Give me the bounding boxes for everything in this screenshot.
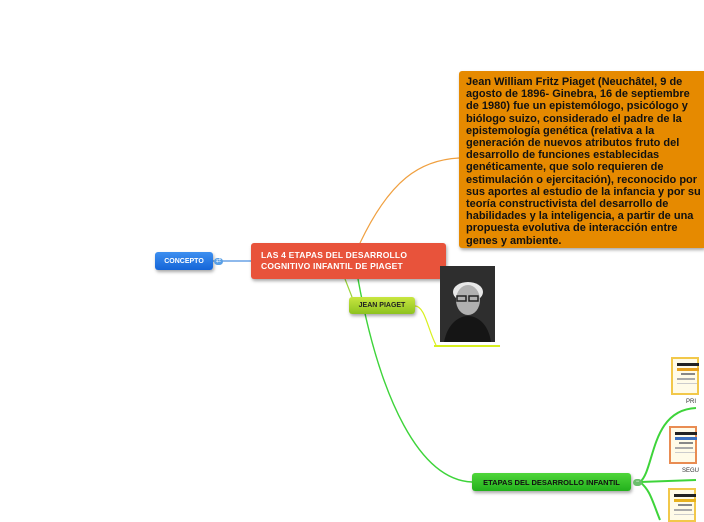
central-topic[interactable] <box>251 243 446 279</box>
collapse-icon[interactable]: − <box>633 479 642 486</box>
bio-line: Jean William Fritz Piaget (Neuchâtel, 9 de <box>466 76 683 88</box>
stage-thumbnail-label: PRI <box>686 399 697 405</box>
photo-jean-piaget[interactable] <box>440 266 495 342</box>
bio-line: epistemología genética (relativa a la <box>466 124 655 137</box>
connector-bio <box>360 158 459 243</box>
link-icon[interactable]: ⇄ <box>215 258 222 264</box>
bio-line: estimulación o ejercitación), reconocido por <box>466 173 698 186</box>
connector-jean <box>345 279 352 297</box>
bio-line: sus aportes al estudio de la infancia y por su <box>466 185 701 198</box>
etapas-label: ETAPAS DEL DESARROLLO INFANTIL <box>483 477 620 487</box>
bio-line: desarrollo de funciones establecidas <box>466 149 660 162</box>
connector-portrait <box>415 306 436 345</box>
bio-line: habilidades y la inteligencia, a partir de una <box>466 210 694 223</box>
bio-line: propuesta evolutiva de interacción entre <box>466 222 678 235</box>
portrait-underline <box>434 345 500 347</box>
jean-piaget-node[interactable] <box>349 297 415 314</box>
biography-node[interactable] <box>459 71 704 248</box>
bio-line: agosto de 1896- Ginebra, 16 de septiembre <box>466 88 690 101</box>
bio-line: generación de nuevos atributos fruto del <box>466 137 680 150</box>
stage-thumbnail-label: SEGU <box>682 468 700 474</box>
bio-line: de 1980) fue un epistemólogo, psicólogo y <box>466 100 688 113</box>
bio-line: genéticamente, que solo requieren de <box>466 161 664 174</box>
stage-thumbnail[interactable] <box>669 426 697 464</box>
bio-line: teoría constructivista del desarrollo de <box>466 198 669 211</box>
connector-stage-3 <box>640 482 660 520</box>
bio-line: biólogo suizo, considerado el padre de la <box>466 112 682 125</box>
central-topic-line-2: COGNITIVO INFANTIL DE PIAGET <box>261 261 403 271</box>
concepto-node[interactable] <box>155 252 213 270</box>
etapas-node[interactable] <box>472 473 631 491</box>
bio-line: genes y ambiente. <box>466 234 562 247</box>
jean-piaget-label: JEAN PIAGET <box>358 302 406 309</box>
concepto-label: CONCEPTO <box>164 257 204 265</box>
central-topic-line-1: LAS 4 ETAPAS DEL DESARROLLO <box>261 250 408 260</box>
connector-stage-2 <box>640 480 696 482</box>
stage-thumbnail[interactable] <box>671 357 699 395</box>
stage-thumbnail[interactable] <box>668 488 696 522</box>
